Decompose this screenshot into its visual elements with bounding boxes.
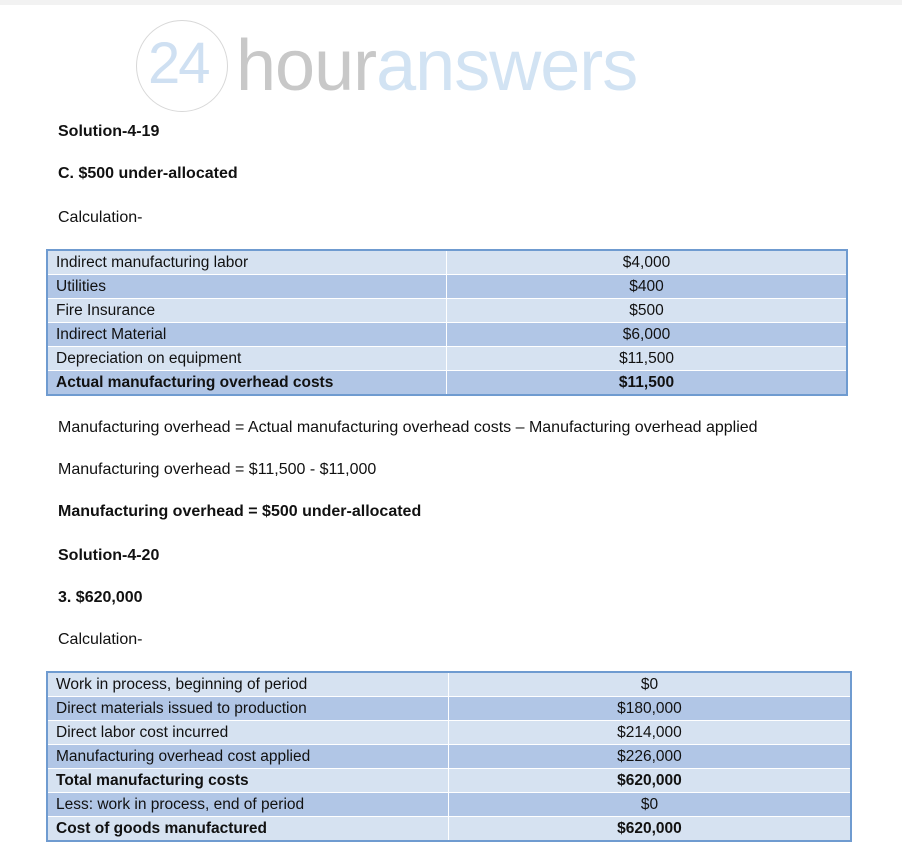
row-label: Direct materials issued to production (47, 697, 448, 721)
row-value: $11,500 (447, 347, 847, 371)
row-label: Actual manufacturing overhead costs (47, 371, 447, 396)
row-value: $226,000 (448, 745, 851, 769)
row-value: $214,000 (448, 721, 851, 745)
solution-4-20-calc-label: Calculation- (58, 631, 143, 648)
table-row (47, 323, 847, 347)
row-value: $0 (448, 672, 851, 697)
logo-word-answers: answers (376, 26, 638, 106)
row-label: Utilities (47, 275, 447, 299)
table-row (47, 745, 851, 769)
table-row (47, 347, 847, 371)
row-value: $620,000 (448, 769, 851, 793)
row-value: $400 (447, 275, 847, 299)
logo-wordmark (236, 24, 637, 108)
solution-4-19-calc-label: Calculation- (58, 209, 143, 226)
row-label: Total manufacturing costs (47, 769, 448, 793)
table-row (47, 721, 851, 745)
row-value: $0 (448, 793, 851, 817)
row-label: Less: work in process, end of period (47, 793, 448, 817)
cogm-table (46, 671, 852, 842)
logo-word-hour: hour (236, 26, 377, 106)
table-row (47, 275, 847, 299)
row-label: Direct labor cost incurred (47, 721, 448, 745)
row-value: $500 (447, 299, 847, 323)
row-label: Cost of goods manufactured (47, 817, 448, 842)
row-value: $11,500 (447, 371, 847, 396)
solution-4-19-heading: Solution-4-19 (58, 123, 160, 140)
row-label: Indirect manufacturing labor (47, 250, 447, 275)
table-total-row (47, 817, 851, 842)
table-row (47, 672, 851, 697)
overhead-substitution: Manufacturing overhead = $11,500 - $11,000 (58, 461, 377, 478)
row-label: Indirect Material (47, 323, 447, 347)
row-label: Fire Insurance (47, 299, 447, 323)
logo-number: 24 (148, 31, 209, 96)
overhead-cost-table (46, 249, 848, 396)
row-value: $4,000 (447, 250, 847, 275)
row-value: $6,000 (447, 323, 847, 347)
solution-4-20-heading: Solution-4-20 (58, 547, 160, 564)
overhead-formula: Manufacturing overhead = Actual manufacturing overhead costs – Manufacturing overhead applied (58, 419, 758, 436)
row-label: Work in process, beginning of period (47, 672, 448, 697)
solution-4-19-answer: C. $500 under-allocated (58, 165, 238, 182)
row-value: $180,000 (448, 697, 851, 721)
table-total-row (47, 371, 847, 396)
solution-4-20-answer: 3. $620,000 (58, 589, 143, 606)
table-row (47, 250, 847, 275)
logo (136, 18, 726, 114)
table-row (47, 697, 851, 721)
overhead-result: Manufacturing overhead = $500 under-allocated (58, 503, 422, 520)
top-bar (0, 0, 902, 5)
table-subtotal-row (47, 769, 851, 793)
row-label: Manufacturing overhead cost applied (47, 745, 448, 769)
table-row (47, 299, 847, 323)
table-row (47, 793, 851, 817)
row-label: Depreciation on equipment (47, 347, 447, 371)
row-value: $620,000 (448, 817, 851, 842)
